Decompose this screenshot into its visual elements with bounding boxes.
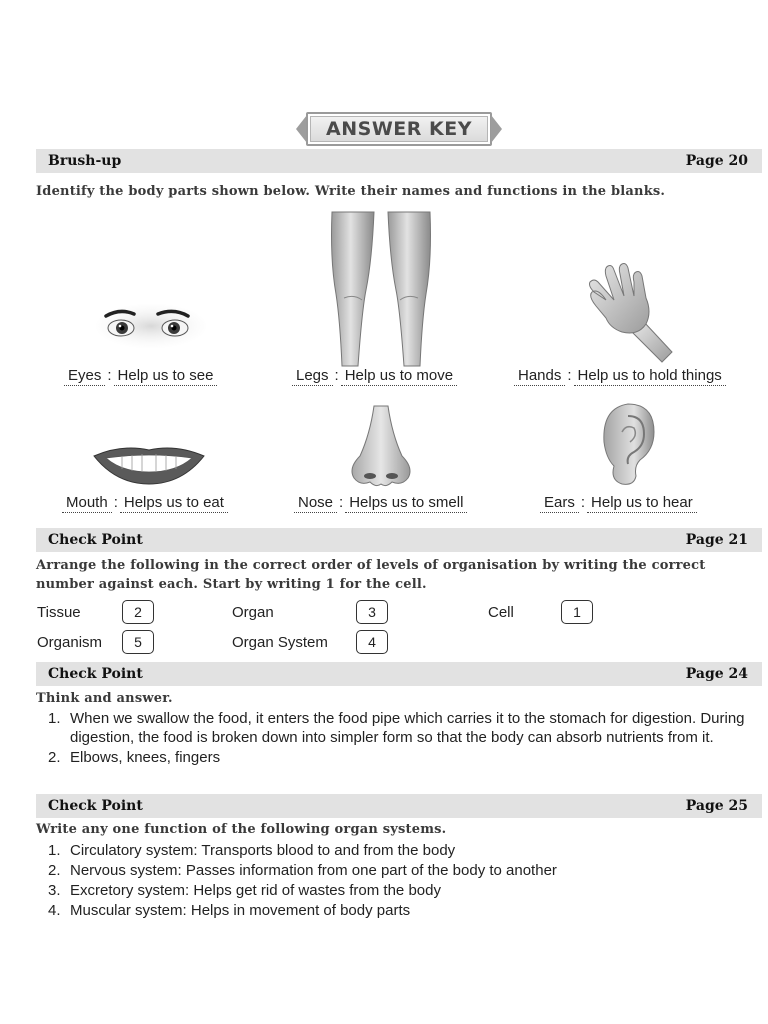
body-part-name: Legs (292, 367, 333, 386)
level-answer-tissue: 2 (122, 600, 154, 624)
list-item (48, 861, 760, 880)
list-item (48, 748, 760, 767)
body-part-name: Mouth (62, 494, 112, 513)
section-instruction: Write any one function of the following organ systems. (36, 822, 447, 837)
list-number: 4. (48, 902, 61, 919)
level-label-organism: Organism (37, 634, 103, 651)
answer-list (48, 709, 760, 768)
mouth-illustration (92, 442, 206, 486)
list-number: 3. (48, 882, 61, 899)
list-item (48, 709, 760, 747)
level-label-organ: Organ (232, 604, 274, 621)
body-part-function: Help us to hold things (574, 367, 726, 386)
list-item (48, 901, 760, 920)
section-title: Check Point (48, 532, 143, 548)
section-page: Page 25 (685, 798, 748, 814)
section-header-check-point-21 (36, 528, 762, 552)
section-instruction: Think and answer. (36, 691, 173, 706)
section-header-check-point-25 (36, 794, 762, 818)
level-label-tissue: Tissue (37, 604, 81, 621)
body-part-function: Helps us to smell (345, 494, 467, 513)
section-page: Page 21 (685, 532, 748, 548)
list-text: When we swallow the food, it enters the food pipe which carries it to the stomach for digestion. During digestion, the food is broken down into simpler form so that the body can absorb nutrients from it. (70, 710, 745, 746)
banner-title: ANSWER KEY (306, 112, 492, 146)
section-header-check-point-24 (36, 662, 762, 686)
body-part-label-eyes: Eyes : Help us to see (64, 367, 217, 386)
section-title: Check Point (48, 666, 143, 682)
list-text: Circulatory system: Transports blood to and from the body (70, 842, 456, 859)
list-number: 1. (48, 710, 61, 727)
body-part-label-ears: Ears : Help us to hear (540, 494, 697, 513)
nose-illustration (348, 404, 414, 488)
level-label-organ-system: Organ System (232, 634, 328, 651)
answer-key-banner (296, 112, 502, 146)
answer-list (48, 841, 760, 921)
body-part-function: Help us to move (341, 367, 457, 386)
body-part-label-legs: Legs : Help us to move (292, 367, 457, 386)
list-item (48, 841, 760, 860)
list-text: Nervous system: Passes information from one part of the body to another (70, 862, 557, 879)
level-answer-organ: 3 (356, 600, 388, 624)
body-part-name: Hands (514, 367, 565, 386)
body-part-name: Eyes (64, 367, 105, 386)
level-answer-organ-system: 4 (356, 630, 388, 654)
body-part-label-hands: Hands : Help us to hold things (514, 367, 726, 386)
section-instruction-line-1: Arrange the following in the correct order of levels of organisation by writing the correct (36, 558, 706, 573)
eyes-illustration (96, 300, 206, 348)
section-instruction: Identify the body parts shown below. Write their names and functions in the blanks. (36, 184, 666, 199)
level-answer-cell: 1 (561, 600, 593, 624)
section-page: Page 20 (685, 153, 748, 169)
list-number: 2. (48, 749, 61, 766)
section-header-brush-up (36, 149, 762, 173)
body-part-name: Nose (294, 494, 337, 513)
body-part-label-nose: Nose : Helps us to smell (294, 494, 467, 513)
body-part-function: Help us to see (114, 367, 218, 386)
ear-illustration (600, 402, 656, 486)
list-item (48, 881, 760, 900)
list-text: Muscular system: Helps in movement of body parts (70, 902, 411, 919)
hand-illustration (582, 262, 678, 362)
body-part-function: Help us to hear (587, 494, 697, 513)
section-page: Page 24 (685, 666, 748, 682)
list-number: 1. (48, 842, 61, 859)
body-part-function: Helps us to eat (120, 494, 228, 513)
body-part-name: Ears (540, 494, 579, 513)
body-part-label-mouth: Mouth : Helps us to eat (62, 494, 228, 513)
level-answer-organism: 5 (122, 630, 154, 654)
list-number: 2. (48, 862, 61, 879)
legs-illustration (328, 210, 434, 368)
banner-right-arrow (491, 115, 502, 143)
list-text: Excretory system: Helps get rid of wastes from the body (70, 882, 441, 899)
section-title: Brush-up (48, 153, 122, 169)
level-label-cell: Cell (488, 604, 514, 621)
list-text: Elbows, knees, fingers (70, 749, 221, 766)
section-title: Check Point (48, 798, 143, 814)
section-instruction-line-2: number against each. Start by writing 1 for the cell. (36, 577, 427, 592)
